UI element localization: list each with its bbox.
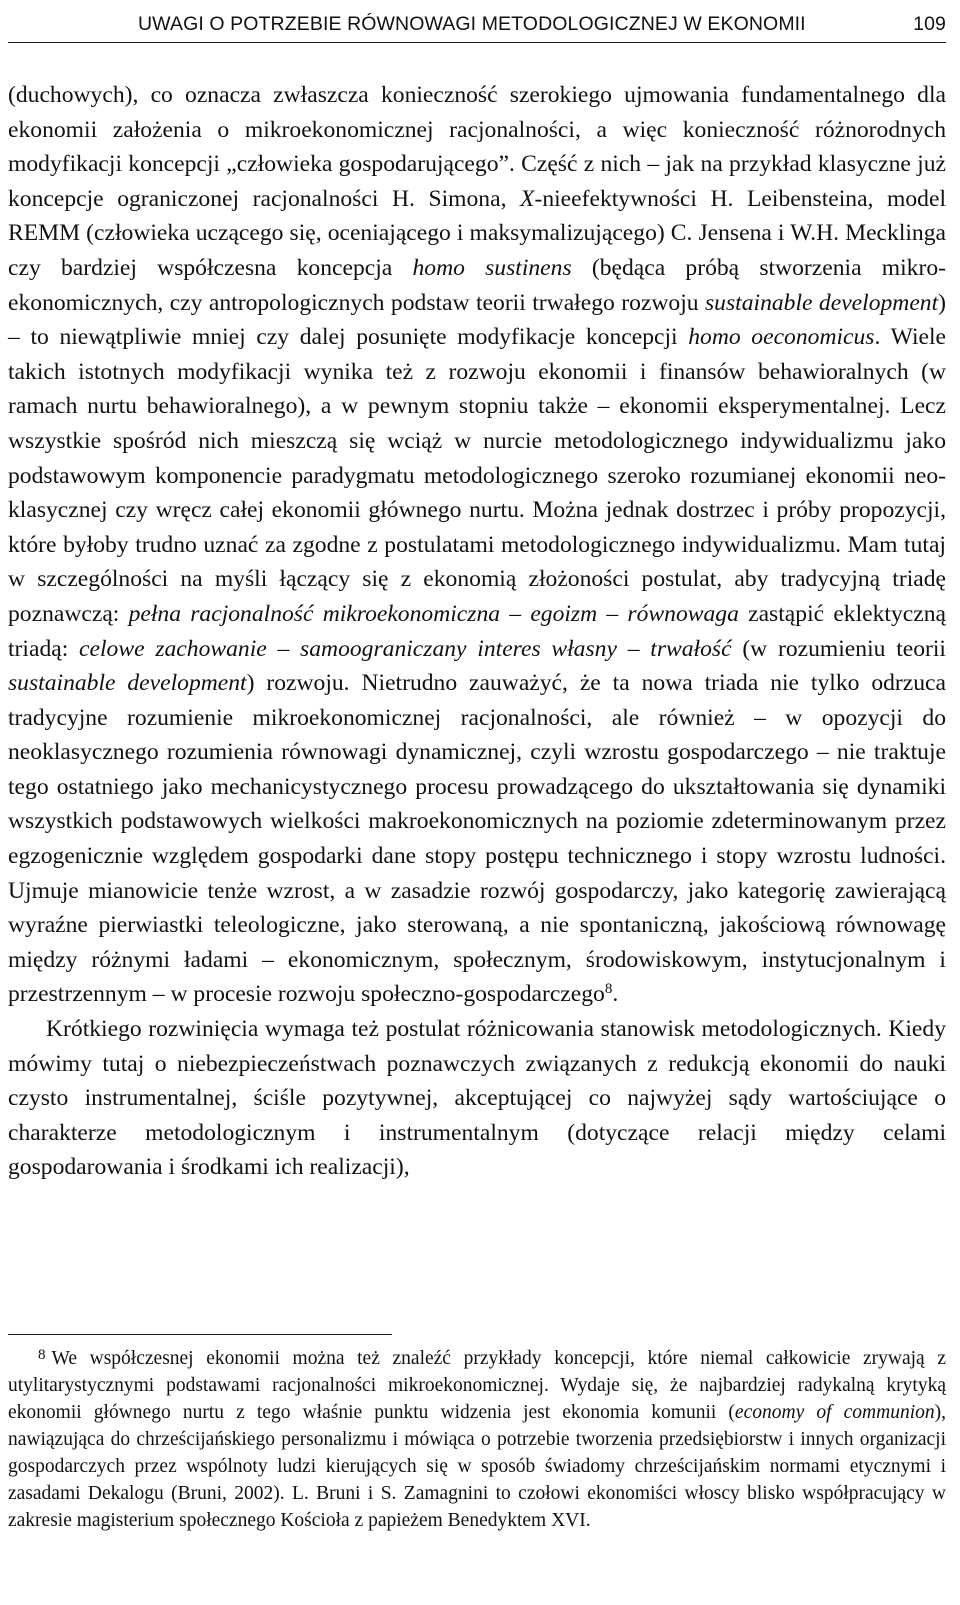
footnote-reference: 8 (604, 981, 613, 998)
footnote-text: ), nawiązująca do chrześcijańskiego personalizmu i mówiąca o potrzebie tworzenia przedsiębiorstw i innych organizacji gospodarczych przez wspólnoty ludzi kierujących się w sposób świadomy chrześcijańskim normami etycznymi i zasadami Dekalogu (Bruni, 2002). L. Bruni i S. Zamagnini to czołowi ekonomiści włoscy blisko współpracujący w zakresie magisterium społecznego Kościoła z papieżem Benedyktem XVI. (8, 1402, 946, 1531)
running-header (8, 6, 946, 43)
text-run: ) rozwoju. Nietrudno zauważyć, że ta nowa triada nie tylko odrzuca tradycyjne rozumienie mikroekonomicznej racjonalności, ale również – w opozycji do neoklasycznego rozumienia równowagi dynamicznej, czyli wzrostu gospodarczego – nie traktuje tego ostatniego jako mechanicystycznego procesu prowadzącego do ukształtowania się dynamiki wszystkich podstawowych wielkości makroekonomicznych na poziomie zdeterminowanym przez egzogenicznie względem gospodarki dane stopy postępu technicznego i stopy wzrostu ludności. Ujmuje mianowicie tenże wzrost, a w zasadzie rozwój gospodarczy, jako kategorię zawierającą wyraźne pierwiastki teleologiczne, jako sterowaną, a nie spontaniczną, jakościową równowagę między różnymi ładami – ekonomicznym, społecznym, środowiskowym, instytucjonalnym i przestrzennym – w procesie rozwoju społeczno-gospodarczego (8, 670, 946, 1008)
italic-term: sustainable development (8, 670, 247, 697)
main-text (8, 78, 946, 1185)
paragraph-1 (8, 78, 946, 1012)
italic-term: economy of communion (734, 1402, 935, 1423)
paragraph-2: Krótkiego rozwinięcia wymaga też postulat różnicowania stanowisk metodologicznych. Kiedy mówimy tutaj o niebezpieczeństwach poznawczych związanych z redukcją ekonomii do nauki czysto instrumentalnej, ściśle pozytywnej, akceptującej co najwyżej sądy wartościujące o charakterze metodologicznym i instrumentalnym (dotyczące relacji między celami gospodarowania i środkami ich realizacji), (8, 1016, 946, 1181)
text-run: (w rozumieniu teorii (731, 635, 946, 662)
text-run: . (612, 981, 619, 1008)
italic-term: homo sustinens (412, 254, 572, 281)
footnote-text: We współczesnej ekonomii można też znaleźć przykłady koncepcji, które niemal całkowicie zrywają z utylitarystycznymi podstawami racjonalności mikroekonomicznej. Wydaje się, że najbardziej radykalną krytyką ekonomii głównego nurtu z tego właśnie punktu widzenia jest ekonomia komunii ( (8, 1348, 946, 1423)
footnote-8 (8, 1345, 946, 1534)
footnote-separator (8, 1334, 392, 1335)
running-header-title: UWAGI O POTRZEBIE RÓWNOWAGI METODOLOGICZNEJ W EKONOMII (138, 13, 806, 35)
text-run: ) – to niewątpliwie mniej czy dalej posunięte modyfikacje koncepcji (8, 289, 947, 351)
italic-term: sustainable development (705, 289, 939, 316)
text-run: (duchowych), co oznacza zwłaszcza konieczność szerokiego ujmowania fundamentalnego dla ekonomii założenia o mikroekonomicznej racjonalności, a więc konieczność różnorodnych modyfikacji koncepcji „człowieka gospodarującego”. Część z nich – jak na przykład klasyczne już koncepcje ograniczonej racjonalności H. Simona, (8, 82, 946, 212)
page-number: 109 (913, 13, 946, 35)
text-run: . Wiele takich istotnych modyfikacji wynika też z rozwoju ekonomii i finansów behawioralnych (w ramach nurtu behawioralnego), a w pewnym stopniu także – ekonomii eksperymentalnej. Lecz wszystkie spośród nich mieszczą się wciąż w nurcie metodologicznego indywidualizmu jako podstawowym komponencie paradygmatu metodologicznego szeroko rozumianej ekonomii neoklasycznej czy wręcz całej ekonomii głównego nurtu. Można jednak dostrzec i próby propozycji, które byłoby trudno uznać za zgodne z postulatami metodologicznego indywidualizmu. Mam tutaj w szczególności na myśli łączący się z ekonomią złożoności postulat, aby tradycyjną triadę poznawczą: (8, 324, 946, 627)
italic-term: celowe zachowanie – samoograniczany interes własny – trwałość (79, 635, 732, 662)
italic-term: pełna racjonalność mikroekonomiczna – egoizm – równowaga (128, 600, 739, 627)
italic-term: X (520, 185, 535, 212)
text-run: zastąpić eklektyczną triadą: (8, 600, 946, 662)
footnote-mark: 8 (38, 1347, 46, 1363)
text-run: -nieefektywności H. Leibensteina, model REMM (człowieka uczącego się, oceniającego i maksymalizującego) C. Jensena i W.H. Mecklinga czy bardziej współczesna koncepcja (8, 185, 946, 281)
text-run: (będąca próbą stworzenia mikroekonomicznych, czy antropologicznych podstaw teorii trwałego rozwoju (8, 254, 946, 316)
italic-term: homo oeconomicus (688, 324, 875, 351)
